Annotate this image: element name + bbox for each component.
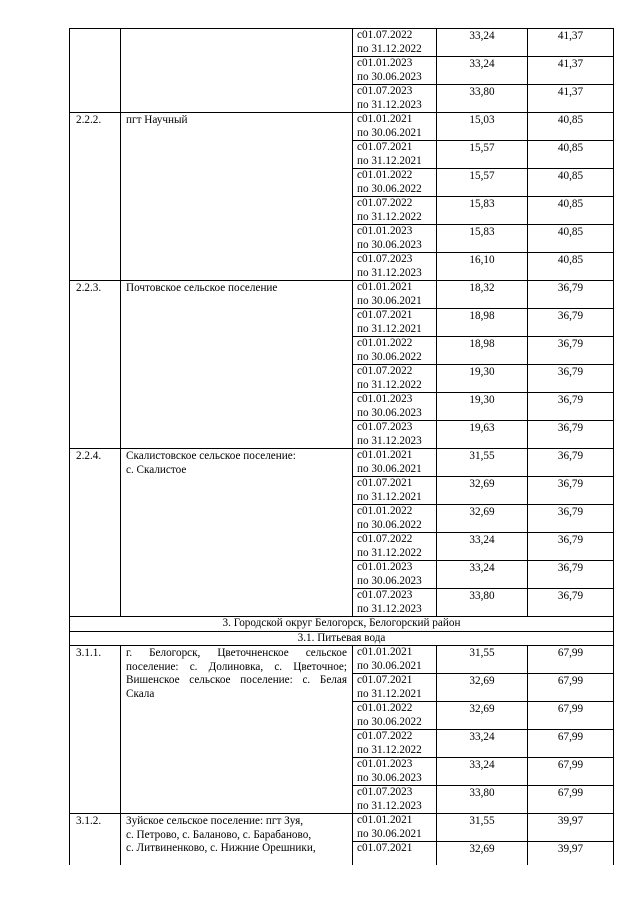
period-to <box>357 519 432 533</box>
period-to-prefix: по <box>357 462 369 475</box>
section-heading: 3.1. Питьевая вода <box>70 631 614 646</box>
period-from <box>357 57 432 71</box>
period-from <box>357 646 432 660</box>
tariff-row <box>70 449 614 477</box>
period-from-prefix: с <box>357 421 362 433</box>
period-cell <box>353 29 437 57</box>
period-to <box>357 800 432 814</box>
period-from-date: 01.07.2023 <box>361 85 413 97</box>
period-to-date: 30.06.2022 <box>371 182 422 195</box>
tariff-value-1: 16,10 <box>437 253 528 281</box>
period-to-prefix: по <box>357 154 369 167</box>
period-to-prefix: по <box>357 98 369 111</box>
period-from <box>357 253 432 267</box>
period-from-date: 01.01.2021 <box>361 449 413 461</box>
period-from-prefix: с <box>357 365 362 377</box>
settlement-name-line: Скала <box>126 687 155 700</box>
period-to <box>357 71 432 85</box>
period-to <box>357 435 432 449</box>
period-to-prefix: по <box>357 322 369 335</box>
tariff-row <box>70 814 614 842</box>
settlement-name <box>121 113 353 281</box>
period-cell <box>353 393 437 421</box>
period-cell <box>353 169 437 197</box>
period-from-date: 01.01.2022 <box>361 702 413 714</box>
period-from-date: 01.07.2021 <box>361 477 413 489</box>
period-to-date: 31.12.2023 <box>371 602 422 615</box>
settlement-name-line: г. Белогорск, Цветочненское сельское <box>126 647 347 659</box>
tariff-value-1: 33,24 <box>437 561 528 589</box>
period-from-prefix: с <box>357 730 362 742</box>
item-number: 2.2.4. <box>70 449 121 617</box>
tariff-value-1: 33,80 <box>437 589 528 617</box>
period-from <box>357 393 432 407</box>
period-from-prefix: с <box>357 113 362 125</box>
period-to-prefix: по <box>357 210 369 223</box>
period-from <box>357 309 432 323</box>
period-from-date: 01.01.2021 <box>361 646 413 658</box>
period-to-prefix: по <box>357 574 369 587</box>
tariff-value-1: 33,24 <box>437 730 528 758</box>
period-to-prefix: по <box>357 126 369 139</box>
settlement-name-line: Вишенское сельское поселение: с. Белая <box>126 674 347 686</box>
period-from-prefix: с <box>357 505 362 517</box>
period-to <box>357 772 432 786</box>
period-from <box>357 477 432 491</box>
tariff-value-1: 19,30 <box>437 365 528 393</box>
tariff-value-1: 32,69 <box>437 842 528 870</box>
period-to-prefix: по <box>357 715 369 728</box>
period-cell <box>353 225 437 253</box>
item-number: 2.2.3. <box>70 281 121 449</box>
period-from-date: 01.01.2022 <box>361 505 413 517</box>
tariff-value-2: 36,79 <box>528 561 614 589</box>
tariff-value-1: 32,69 <box>437 674 528 702</box>
tariff-value-1: 15,83 <box>437 197 528 225</box>
period-to-date: 31.12.2021 <box>371 154 422 167</box>
tariff-row <box>70 113 614 141</box>
period-to <box>357 716 432 730</box>
tariff-table <box>69 28 614 870</box>
tariff-value-2: 36,79 <box>528 421 614 449</box>
period-to-date: 30.06.2022 <box>371 518 422 531</box>
period-from-prefix: с <box>357 141 362 153</box>
tariff-table-body <box>70 29 614 870</box>
period-cell <box>353 674 437 702</box>
period-to <box>357 491 432 505</box>
period-from-prefix: с <box>357 533 362 545</box>
period-to <box>357 688 432 702</box>
period-to-date: 30.06.2023 <box>371 574 422 587</box>
period-from-prefix: с <box>357 589 362 601</box>
period-to-date: 30.06.2021 <box>371 462 422 475</box>
period-to-date: 31.12.2022 <box>371 42 422 55</box>
tariff-value-1: 15,83 <box>437 225 528 253</box>
period-to-date: 30.06.2021 <box>371 659 422 672</box>
period-from <box>357 561 432 575</box>
section-heading-row <box>70 617 614 632</box>
period-from <box>357 337 432 351</box>
period-to <box>357 547 432 561</box>
period-cell <box>353 814 437 842</box>
period-to-date: 31.12.2021 <box>371 322 422 335</box>
period-from-prefix: с <box>357 814 362 826</box>
period-from-prefix: с <box>357 477 362 489</box>
period-to-prefix: по <box>357 434 369 447</box>
period-from-prefix: с <box>357 85 362 97</box>
period-to <box>357 351 432 365</box>
period-from-prefix: с <box>357 561 362 573</box>
period-cell <box>353 533 437 561</box>
period-to-date: 30.06.2023 <box>371 238 422 251</box>
period-to-prefix: по <box>357 406 369 419</box>
settlement-name-line: с. Скалистое <box>126 463 187 476</box>
period-to-date: 30.06.2021 <box>371 294 422 307</box>
tariff-value-1: 33,80 <box>437 85 528 113</box>
period-from-prefix: с <box>357 337 362 349</box>
period-to <box>357 575 432 589</box>
tariff-row <box>70 29 614 57</box>
period-to <box>357 828 432 842</box>
period-to-prefix: по <box>357 827 369 840</box>
tariff-value-2: 36,79 <box>528 281 614 309</box>
period-from <box>357 758 432 772</box>
period-to-date: 31.12.2023 <box>371 434 422 447</box>
tariff-value-2: 41,37 <box>528 57 614 85</box>
tariff-value-1: 33,80 <box>437 786 528 814</box>
period-from-date: 01.07.2022 <box>361 29 413 41</box>
period-from <box>357 702 432 716</box>
period-from-prefix: с <box>357 449 362 461</box>
section-heading: 3. Городской округ Белогорск, Белогорский район <box>70 617 614 632</box>
period-cell <box>353 758 437 786</box>
period-from-date: 01.07.2023 <box>361 786 413 798</box>
period-to <box>357 43 432 57</box>
settlement-name <box>121 281 353 449</box>
period-cell <box>353 365 437 393</box>
period-from-prefix: с <box>357 758 362 770</box>
tariff-value-1: 15,03 <box>437 113 528 141</box>
period-to <box>357 155 432 169</box>
period-from-prefix: с <box>357 702 362 714</box>
period-from <box>357 365 432 379</box>
period-from-date: 01.07.2021 <box>361 674 413 686</box>
period-from-date: 01.07.2021 <box>361 141 413 153</box>
period-cell <box>353 57 437 85</box>
period-to <box>357 211 432 225</box>
period-from-prefix: с <box>357 57 362 69</box>
period-to <box>357 407 432 421</box>
period-to-prefix: по <box>357 490 369 503</box>
period-to <box>357 183 432 197</box>
tariff-value-1: 33,24 <box>437 57 528 85</box>
tariff-value-1: 15,57 <box>437 169 528 197</box>
settlement-name-line: поселение: с. Долиновка, с. Цветочное; <box>126 660 347 673</box>
tariff-value-2: 40,85 <box>528 197 614 225</box>
period-from-prefix: с <box>357 225 362 237</box>
period-to-date: 30.06.2021 <box>371 126 422 139</box>
period-from-date: 01.01.2021 <box>361 113 413 125</box>
period-to-prefix: по <box>357 182 369 195</box>
period-to-prefix: по <box>357 70 369 83</box>
period-from-date: 01.01.2023 <box>361 758 413 770</box>
tariff-value-2: 36,79 <box>528 533 614 561</box>
period-cell <box>353 113 437 141</box>
period-cell <box>353 141 437 169</box>
tariff-value-2: 40,85 <box>528 169 614 197</box>
period-from <box>357 589 432 603</box>
period-cell <box>353 337 437 365</box>
period-to-date: 31.12.2023 <box>371 799 422 812</box>
period-cell <box>353 589 437 617</box>
period-cell <box>353 309 437 337</box>
period-to-date: 30.06.2022 <box>371 350 422 363</box>
settlement-name-line: с. Литвиненково, с. Нижние Орешники, <box>126 842 316 854</box>
tariff-value-2: 67,99 <box>528 674 614 702</box>
settlement-name-line: Зуйское сельское поселение: пгт Зуя, <box>126 815 304 827</box>
period-from-prefix: с <box>357 393 362 405</box>
period-to-prefix: по <box>357 799 369 812</box>
period-from-prefix: с <box>357 786 362 798</box>
period-from-date: 01.07.2022 <box>361 533 413 545</box>
tariff-value-2: 36,79 <box>528 365 614 393</box>
period-to-prefix: по <box>357 687 369 700</box>
settlement-name <box>121 814 353 870</box>
item-number: 2.2.2. <box>70 113 121 281</box>
period-from-date: 01.07.2021 <box>361 309 413 321</box>
period-from <box>357 786 432 800</box>
tariff-value-1: 33,24 <box>437 29 528 57</box>
period-from-date: 01.01.2022 <box>361 169 413 181</box>
tariff-value-2: 41,37 <box>528 29 614 57</box>
tariff-value-2: 36,79 <box>528 309 614 337</box>
period-to-prefix: по <box>357 743 369 756</box>
period-cell <box>353 730 437 758</box>
period-to <box>357 463 432 477</box>
tariff-value-2: 67,99 <box>528 702 614 730</box>
tariff-value-1: 32,69 <box>437 702 528 730</box>
page-bottom-margin <box>0 865 640 904</box>
period-from <box>357 814 432 828</box>
period-to <box>357 127 432 141</box>
period-from-prefix: с <box>357 674 362 686</box>
period-from-date: 01.01.2023 <box>361 225 413 237</box>
period-cell <box>353 702 437 730</box>
period-to-date: 31.12.2022 <box>371 743 422 756</box>
period-to <box>357 603 432 617</box>
period-from <box>357 169 432 183</box>
period-from-date: 01.07.2022 <box>361 730 413 742</box>
tariff-value-2: 41,37 <box>528 85 614 113</box>
period-cell <box>353 85 437 113</box>
tariff-value-2: 67,99 <box>528 730 614 758</box>
period-cell <box>353 786 437 814</box>
settlement-name <box>121 449 353 617</box>
period-to-prefix: по <box>357 238 369 251</box>
period-cell <box>353 197 437 225</box>
period-from <box>357 225 432 239</box>
period-from-date: 01.07.2023 <box>361 253 413 265</box>
tariff-value-1: 31,55 <box>437 646 528 674</box>
period-to-prefix: по <box>357 42 369 55</box>
period-to-date: 30.06.2022 <box>371 715 422 728</box>
period-from-prefix: с <box>357 253 362 265</box>
period-cell <box>353 561 437 589</box>
period-to-prefix: по <box>357 602 369 615</box>
period-to <box>357 267 432 281</box>
period-cell <box>353 281 437 309</box>
period-from <box>357 505 432 519</box>
tariff-value-2: 67,99 <box>528 646 614 674</box>
period-to-date: 30.06.2023 <box>371 406 422 419</box>
period-to-date: 30.06.2023 <box>371 771 422 784</box>
period-from <box>357 421 432 435</box>
period-to-date: 31.12.2022 <box>371 378 422 391</box>
period-cell <box>353 505 437 533</box>
period-to-date: 30.06.2021 <box>371 827 422 840</box>
period-to-date: 31.12.2023 <box>371 98 422 111</box>
settlement-name-line: Скалистовское сельское поселение: <box>126 450 296 462</box>
period-to-date: 31.12.2023 <box>371 266 422 279</box>
settlement-name <box>121 29 353 113</box>
period-from-date: 01.07.2022 <box>361 365 413 377</box>
period-from <box>357 674 432 688</box>
period-to-prefix: по <box>357 546 369 559</box>
tariff-value-2: 67,99 <box>528 786 614 814</box>
period-from-prefix: с <box>357 29 362 41</box>
period-to-date: 31.12.2021 <box>371 687 422 700</box>
tariff-value-1: 32,69 <box>437 477 528 505</box>
period-from <box>357 85 432 99</box>
section-heading-row <box>70 631 614 646</box>
period-to <box>357 239 432 253</box>
tariff-value-2: 40,85 <box>528 225 614 253</box>
item-number <box>70 29 121 113</box>
period-to-prefix: по <box>357 771 369 784</box>
period-to-date: 31.12.2022 <box>371 210 422 223</box>
tariff-value-1: 33,24 <box>437 758 528 786</box>
tariff-value-2: 39,97 <box>528 814 614 842</box>
tariff-row <box>70 646 614 674</box>
period-from-date: 01.01.2021 <box>361 281 413 293</box>
tariff-value-2: 36,79 <box>528 589 614 617</box>
tariff-value-2: 36,79 <box>528 393 614 421</box>
tariff-value-1: 19,30 <box>437 393 528 421</box>
period-to <box>357 660 432 674</box>
period-to-date: 31.12.2021 <box>371 490 422 503</box>
period-from-date: 01.01.2023 <box>361 57 413 69</box>
period-to <box>357 744 432 758</box>
tariff-value-1: 31,55 <box>437 449 528 477</box>
period-from-date: 01.01.2022 <box>361 337 413 349</box>
settlement-name-line: с. Петрово, с. Баланово, с. Барабаново, <box>126 828 312 841</box>
period-from-prefix: с <box>357 281 362 293</box>
tariff-value-1: 32,69 <box>437 505 528 533</box>
period-to-prefix: по <box>357 350 369 363</box>
tariff-value-2: 67,99 <box>528 758 614 786</box>
settlement-name-line: пгт Научный <box>126 114 188 126</box>
period-from-prefix: с <box>357 842 362 854</box>
tariff-value-2: 40,85 <box>528 253 614 281</box>
period-from <box>357 842 432 856</box>
period-to-prefix: по <box>357 378 369 391</box>
tariff-value-2: 36,79 <box>528 477 614 505</box>
period-to-prefix: по <box>357 266 369 279</box>
period-from <box>357 197 432 211</box>
tariff-value-1: 18,98 <box>437 309 528 337</box>
tariff-value-1: 15,57 <box>437 141 528 169</box>
tariff-row <box>70 281 614 309</box>
tariff-value-2: 40,85 <box>528 113 614 141</box>
period-from-date: 01.07.2023 <box>361 589 413 601</box>
period-from-date: 01.07.2021 <box>361 842 413 854</box>
period-to <box>357 379 432 393</box>
period-to-prefix: по <box>357 518 369 531</box>
period-from-date: 01.07.2023 <box>361 421 413 433</box>
period-from-prefix: с <box>357 309 362 321</box>
period-to <box>357 99 432 113</box>
tariff-value-2: 40,85 <box>528 141 614 169</box>
settlement-name-line: Почтовское сельское поселение <box>126 282 278 294</box>
period-to-prefix: по <box>357 659 369 672</box>
tariff-value-2: 36,79 <box>528 505 614 533</box>
period-from-prefix: с <box>357 646 362 658</box>
period-cell <box>353 253 437 281</box>
period-from-date: 01.07.2022 <box>361 197 413 209</box>
period-from-date: 01.01.2021 <box>361 814 413 826</box>
period-to-prefix: по <box>357 294 369 307</box>
period-cell <box>353 449 437 477</box>
period-from <box>357 730 432 744</box>
period-from <box>357 113 432 127</box>
item-number: 3.1.1. <box>70 646 121 814</box>
period-to <box>357 323 432 337</box>
tariff-value-1: 18,32 <box>437 281 528 309</box>
tariff-value-1: 33,24 <box>437 533 528 561</box>
period-to-date: 30.06.2023 <box>371 70 422 83</box>
tariff-value-2: 39,97 <box>528 842 614 870</box>
item-number: 3.1.2. <box>70 814 121 870</box>
period-from-date: 01.01.2023 <box>361 393 413 405</box>
period-to-date: 31.12.2022 <box>371 546 422 559</box>
period-from <box>357 29 432 43</box>
period-cell <box>353 421 437 449</box>
period-from <box>357 449 432 463</box>
period-cell <box>353 646 437 674</box>
period-cell <box>353 477 437 505</box>
tariff-value-1: 18,98 <box>437 337 528 365</box>
period-from-prefix: с <box>357 169 362 181</box>
period-to <box>357 295 432 309</box>
period-from-date: 01.01.2023 <box>361 561 413 573</box>
period-from-prefix: с <box>357 197 362 209</box>
tariff-value-1: 19,63 <box>437 421 528 449</box>
period-from <box>357 281 432 295</box>
period-from <box>357 141 432 155</box>
tariff-value-2: 36,79 <box>528 337 614 365</box>
tariff-value-1: 31,55 <box>437 814 528 842</box>
settlement-name <box>121 646 353 814</box>
period-from <box>357 533 432 547</box>
tariff-value-2: 36,79 <box>528 449 614 477</box>
